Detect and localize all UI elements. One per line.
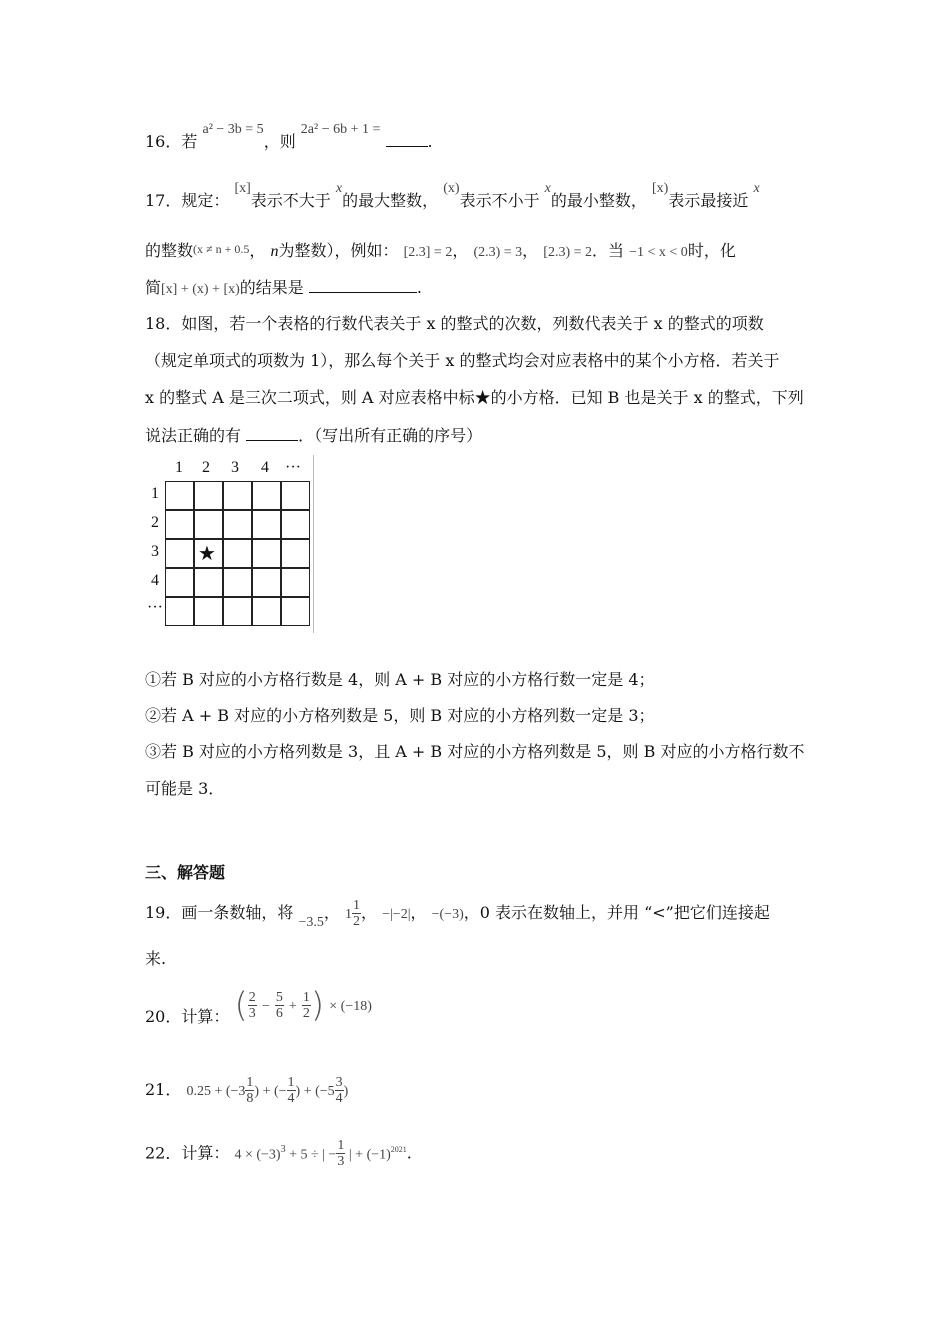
grid-cell xyxy=(281,539,310,568)
question-18-line-2: （规定单项式的项数为 1），那么每个关于 x 的整式均会对应表格中的某个小方格．若关于 xyxy=(145,351,780,370)
column-header: 4 xyxy=(261,459,269,476)
column-header: 2 xyxy=(202,459,210,476)
grid-cell xyxy=(252,539,281,568)
question-17-line-3: 简[x] + (x) + [x)的结果是 . xyxy=(145,278,422,297)
grid-cell xyxy=(194,597,223,626)
statement-1: ①若 B 对应的小方格行数是 4，则 A + B 对应的小方格行数一定是 4； xyxy=(145,670,655,689)
grid-cell xyxy=(165,539,194,568)
fraction: $\frac{3}{4}$ xyxy=(335,1075,343,1106)
question-22: 22．计算： $4 \times (-3)^3 + 5$ ÷ | − $\frac{1}{3}$ | + $(-1)^{2021}$. xyxy=(145,1138,412,1170)
math-expression: a² − 3b = 5 xyxy=(202,122,264,137)
star-marker: ★ xyxy=(198,541,216,565)
math-expression: 2a² − 6b + 1 = xyxy=(300,122,381,137)
question-19-line-1: 19．画一条数轴，将 −3.5， 1 $\frac{1}{2}$ ， −|−2|， −(−3)，0 表示在数轴上，并用 “<”把它们连接起 xyxy=(145,898,770,930)
fraction: $\frac{1}{2}$ xyxy=(302,990,310,1021)
question-18-line-1: 18．如图，若一个表格的行数代表关于 x 的整式的次数，列数代表关于 x 的整式的项数 xyxy=(145,314,764,333)
question-21: 21． 0.25 + (−3 $\frac{1}{8}$ ) + (− $\frac{1}{4}$ ) + (−5 $\frac{3}{4}$ ) xyxy=(145,1075,349,1106)
grid-cell xyxy=(165,597,194,626)
fraction: $\frac{2}{3}$ xyxy=(248,990,256,1021)
answer-blank[interactable] xyxy=(246,424,298,441)
fraction: $\frac{1}{8}$ xyxy=(246,1075,254,1106)
grid-cell xyxy=(223,568,252,597)
row-header: 1 xyxy=(151,485,159,502)
question-19-line-2: 来. xyxy=(145,949,167,968)
grid-cell xyxy=(223,597,252,626)
row-header: 3 xyxy=(151,543,159,560)
grid-cell xyxy=(165,510,194,539)
grid-cell xyxy=(252,510,281,539)
grid-divider xyxy=(313,455,314,633)
grid-cell xyxy=(223,481,252,510)
fraction: $\frac{1}{2}$ xyxy=(352,898,360,929)
column-header: 3 xyxy=(231,459,239,476)
grid-cell xyxy=(252,568,281,597)
question-16: 16．若 a² − 3b = 5，则 2a² − 6b + 1 = . xyxy=(145,122,433,151)
statement-3-line-1: ③若 B 对应的小方格列数是 3，且 A + B 对应的小方格列数是 5，则 B 对应的小方格行数不 xyxy=(145,742,805,761)
statement-2: ②若 A + B 对应的小方格列数是 5，则 B 对应的小方格列数一定是 3； xyxy=(145,706,655,725)
grid-cell xyxy=(194,481,223,510)
statement-3-line-2: 可能是 3． xyxy=(145,779,225,798)
question-18-line-4: 说法正确的有 ．（写出所有正确的序号） xyxy=(145,426,483,445)
question-20: 20．计算： ( $\frac{2}{3}$ − $\frac{5}{6}$ + $\frac{1}{2}$ ) × (−18) xyxy=(145,985,372,1026)
degree-term-grid xyxy=(145,455,320,635)
grid-cell xyxy=(165,481,194,510)
answer-blank[interactable] xyxy=(309,276,417,293)
row-header: ··· xyxy=(147,599,163,616)
fraction: $\frac{1}{3}$ xyxy=(337,1138,345,1170)
grid-cell xyxy=(194,510,223,539)
grid-cell xyxy=(194,568,223,597)
section-heading: 三、解答题 xyxy=(145,863,226,882)
question-17-line-1: 17．规定： [x]表示不大于 x的最大整数， (x)表示不小于 x的最小整数， [x)表示最接近 x xyxy=(145,181,760,210)
grid-cell xyxy=(252,481,281,510)
row-header: 4 xyxy=(151,572,159,589)
fraction: $\frac{5}{6}$ xyxy=(275,990,283,1021)
row-header: 2 xyxy=(151,514,159,531)
fraction: $\frac{1}{4}$ xyxy=(287,1075,295,1106)
grid-cell xyxy=(223,539,252,568)
grid-cell xyxy=(281,481,310,510)
grid-cell xyxy=(281,597,310,626)
answer-blank[interactable] xyxy=(386,130,428,147)
column-header: 1 xyxy=(175,459,183,476)
grid-cell xyxy=(281,568,310,597)
grid-cell xyxy=(223,510,252,539)
grid-cell xyxy=(165,568,194,597)
grid-cell xyxy=(252,597,281,626)
column-header: ··· xyxy=(285,459,301,476)
question-17-line-2: 的整数(x ≠ n + 0.5， n为整数），例如： [2.3] = 2， (2.3) = 3， [2.3) = 2．当 −1 < x < 0时，化 xyxy=(145,241,736,260)
grid-cell xyxy=(281,510,310,539)
question-18-line-3: x 的整式 A 是三次二项式，则 A 对应表格中标★的小方格．已知 B 也是关于 x 的整式，下列 xyxy=(145,388,804,407)
